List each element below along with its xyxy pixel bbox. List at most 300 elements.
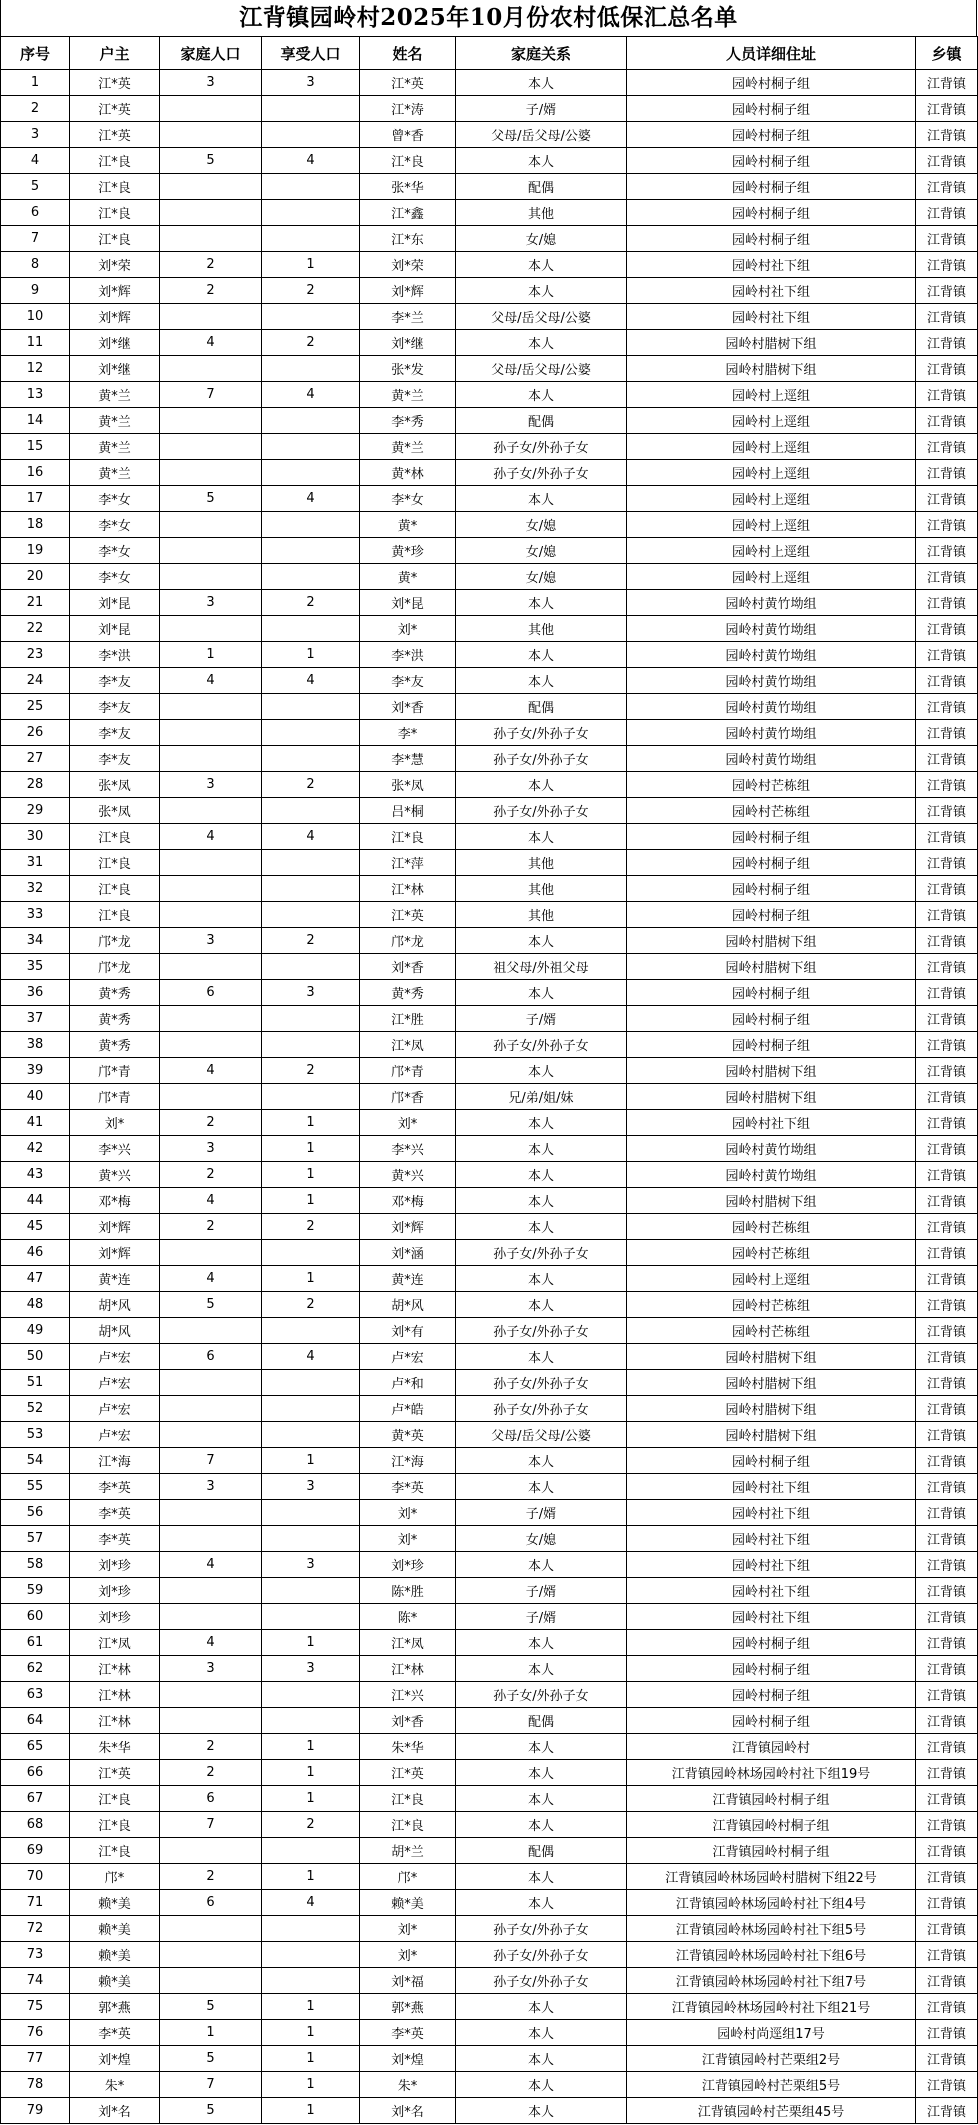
cell-relation: 父母/岳父母/公婆 — [456, 304, 627, 330]
header-family-size: 家庭人口 — [160, 37, 262, 70]
cell-householder: 刘* — [70, 1110, 160, 1136]
cell-householder: 刘*辉 — [70, 304, 160, 330]
cell-address: 园岭村社下组 — [627, 1604, 916, 1630]
cell-name: 李*洪 — [360, 642, 456, 668]
cell-address: 园岭村桐子组 — [627, 148, 916, 174]
cell-township: 江背镇 — [916, 148, 978, 174]
cell-name: 江*萍 — [360, 850, 456, 876]
table-row — [1, 1136, 978, 1162]
roster-table — [0, 36, 978, 2124]
cell-address: 园岭村桐子组 — [627, 1630, 916, 1656]
cell-address: 园岭村桐子组 — [627, 1708, 916, 1734]
cell-householder: 刘*昆 — [70, 616, 160, 642]
cell-relation: 女/媳 — [456, 512, 627, 538]
cell-name: 刘*辉 — [360, 1214, 456, 1240]
cell-beneficiaries: 1 — [262, 1266, 360, 1292]
table-row — [1, 1396, 978, 1422]
cell-beneficiaries — [262, 1942, 360, 1968]
cell-householder: 黄*兰 — [70, 434, 160, 460]
cell-township: 江背镇 — [916, 824, 978, 850]
cell-name: 李*女 — [360, 486, 456, 512]
cell-name: 刘*香 — [360, 954, 456, 980]
cell-name: 刘* — [360, 1916, 456, 1942]
cell-family-size — [160, 1942, 262, 1968]
cell-householder: 江*良 — [70, 226, 160, 252]
cell-address: 园岭村腊树下组 — [627, 1422, 916, 1448]
cell-relation: 配偶 — [456, 174, 627, 200]
cell-township: 江背镇 — [916, 1682, 978, 1708]
cell-index: 41 — [1, 1110, 70, 1136]
cell-name: 江*英 — [360, 1760, 456, 1786]
cell-name: 郭*燕 — [360, 1994, 456, 2020]
cell-householder: 邝* — [70, 1864, 160, 1890]
cell-beneficiaries: 3 — [262, 1656, 360, 1682]
cell-householder: 卢*宏 — [70, 1396, 160, 1422]
cell-township: 江背镇 — [916, 1968, 978, 1994]
cell-index: 52 — [1, 1396, 70, 1422]
cell-family-size — [160, 304, 262, 330]
cell-township: 江背镇 — [916, 642, 978, 668]
cell-relation: 本人 — [456, 1162, 627, 1188]
cell-name: 刘* — [360, 616, 456, 642]
cell-householder: 朱* — [70, 2072, 160, 2098]
cell-township: 江背镇 — [916, 564, 978, 590]
cell-beneficiaries: 3 — [262, 980, 360, 1006]
cell-relation: 配偶 — [456, 408, 627, 434]
cell-township: 江背镇 — [916, 512, 978, 538]
cell-beneficiaries — [262, 1708, 360, 1734]
table-row — [1, 1344, 978, 1370]
cell-index: 36 — [1, 980, 70, 1006]
cell-relation: 女/媳 — [456, 1526, 627, 1552]
cell-relation: 本人 — [456, 1994, 627, 2020]
cell-name: 黄*兴 — [360, 1162, 456, 1188]
cell-beneficiaries — [262, 512, 360, 538]
cell-beneficiaries: 2 — [262, 1214, 360, 1240]
table-row — [1, 850, 978, 876]
cell-address: 江背镇园岭村芒栗组45号 — [627, 2098, 916, 2124]
table-row — [1, 1578, 978, 1604]
cell-beneficiaries — [262, 1006, 360, 1032]
cell-beneficiaries — [262, 1318, 360, 1344]
cell-name: 刘*香 — [360, 694, 456, 720]
table-row — [1, 278, 978, 304]
cell-index: 28 — [1, 772, 70, 798]
cell-address: 园岭村桐子组 — [627, 226, 916, 252]
cell-family-size — [160, 538, 262, 564]
cell-address: 园岭村芒栋组 — [627, 798, 916, 824]
cell-address: 园岭村社下组 — [627, 278, 916, 304]
header-row — [1, 37, 978, 70]
cell-name: 刘* — [360, 1526, 456, 1552]
cell-address: 园岭村桐子组 — [627, 1448, 916, 1474]
table-row — [1, 382, 978, 408]
cell-relation: 本人 — [456, 1786, 627, 1812]
cell-householder: 李*英 — [70, 1474, 160, 1500]
cell-family-size: 7 — [160, 1812, 262, 1838]
cell-township: 江背镇 — [916, 746, 978, 772]
cell-index: 14 — [1, 408, 70, 434]
cell-beneficiaries — [262, 434, 360, 460]
cell-relation: 孙子女/外孙子女 — [456, 720, 627, 746]
cell-name: 卢*皓 — [360, 1396, 456, 1422]
cell-name: 朱* — [360, 2072, 456, 2098]
cell-index: 51 — [1, 1370, 70, 1396]
cell-index: 31 — [1, 850, 70, 876]
cell-index: 50 — [1, 1344, 70, 1370]
cell-name: 黄* — [360, 512, 456, 538]
cell-beneficiaries: 2 — [262, 330, 360, 356]
cell-relation: 本人 — [456, 2072, 627, 2098]
cell-address: 园岭村桐子组 — [627, 70, 916, 96]
cell-name: 江*胜 — [360, 1006, 456, 1032]
cell-address: 园岭村桐子组 — [627, 902, 916, 928]
cell-name: 张*发 — [360, 356, 456, 382]
cell-householder: 李*英 — [70, 1526, 160, 1552]
cell-township: 江背镇 — [916, 330, 978, 356]
cell-index: 19 — [1, 538, 70, 564]
table-row — [1, 408, 978, 434]
cell-householder: 朱*华 — [70, 1734, 160, 1760]
cell-township: 江背镇 — [916, 1526, 978, 1552]
cell-beneficiaries — [262, 1240, 360, 1266]
cell-householder: 黄*秀 — [70, 980, 160, 1006]
cell-township: 江背镇 — [916, 96, 978, 122]
table-row — [1, 902, 978, 928]
cell-township: 江背镇 — [916, 1006, 978, 1032]
cell-householder: 刘*继 — [70, 356, 160, 382]
cell-index: 13 — [1, 382, 70, 408]
cell-beneficiaries: 2 — [262, 590, 360, 616]
cell-address: 园岭村桐子组 — [627, 96, 916, 122]
cell-householder: 黄*兰 — [70, 460, 160, 486]
cell-index: 29 — [1, 798, 70, 824]
cell-index: 12 — [1, 356, 70, 382]
cell-beneficiaries — [262, 122, 360, 148]
cell-address: 园岭村腊树下组 — [627, 1058, 916, 1084]
cell-relation: 孙子女/外孙子女 — [456, 798, 627, 824]
cell-householder: 张*凤 — [70, 772, 160, 798]
cell-township: 江背镇 — [916, 1786, 978, 1812]
cell-relation: 孙子女/外孙子女 — [456, 460, 627, 486]
cell-family-size: 5 — [160, 148, 262, 174]
cell-township: 江背镇 — [916, 1370, 978, 1396]
cell-address: 园岭村上逕组 — [627, 512, 916, 538]
cell-householder: 江*凤 — [70, 1630, 160, 1656]
table-header — [1, 37, 978, 70]
table-row — [1, 1110, 978, 1136]
cell-householder: 邝*龙 — [70, 954, 160, 980]
cell-relation: 孙子女/外孙子女 — [456, 1370, 627, 1396]
table-row — [1, 616, 978, 642]
cell-relation: 子/婿 — [456, 1604, 627, 1630]
cell-township: 江背镇 — [916, 850, 978, 876]
cell-index: 63 — [1, 1682, 70, 1708]
cell-family-size: 4 — [160, 1058, 262, 1084]
cell-beneficiaries: 3 — [262, 70, 360, 96]
cell-address: 园岭村芒栋组 — [627, 1318, 916, 1344]
cell-township: 江背镇 — [916, 1448, 978, 1474]
cell-township: 江背镇 — [916, 1942, 978, 1968]
table-row — [1, 1500, 978, 1526]
cell-index: 72 — [1, 1916, 70, 1942]
cell-family-size: 2 — [160, 278, 262, 304]
cell-relation: 孙子女/外孙子女 — [456, 1682, 627, 1708]
cell-township: 江背镇 — [916, 1578, 978, 1604]
table-row — [1, 720, 978, 746]
cell-index: 48 — [1, 1292, 70, 1318]
cell-township: 江背镇 — [916, 1084, 978, 1110]
cell-householder: 江*良 — [70, 1838, 160, 1864]
cell-beneficiaries — [262, 1370, 360, 1396]
cell-name: 江*凤 — [360, 1630, 456, 1656]
cell-relation: 本人 — [456, 668, 627, 694]
table-row — [1, 2098, 978, 2124]
cell-beneficiaries — [262, 1682, 360, 1708]
cell-address: 园岭村腊树下组 — [627, 330, 916, 356]
cell-address: 园岭村桐子组 — [627, 1682, 916, 1708]
table-row — [1, 1604, 978, 1630]
cell-relation: 本人 — [456, 148, 627, 174]
cell-index: 78 — [1, 2072, 70, 2098]
cell-address: 园岭村芒栋组 — [627, 1292, 916, 1318]
cell-address: 园岭村上逕组 — [627, 538, 916, 564]
table-row — [1, 252, 978, 278]
cell-name: 刘*荣 — [360, 252, 456, 278]
table-row — [1, 1760, 978, 1786]
cell-township: 江背镇 — [916, 1214, 978, 1240]
cell-beneficiaries — [262, 616, 360, 642]
cell-householder: 李*洪 — [70, 642, 160, 668]
cell-township: 江背镇 — [916, 694, 978, 720]
cell-address: 园岭村腊树下组 — [627, 1396, 916, 1422]
cell-address: 江背镇园岭村 — [627, 1734, 916, 1760]
cell-beneficiaries: 1 — [262, 1864, 360, 1890]
cell-family-size: 7 — [160, 1448, 262, 1474]
cell-township: 江背镇 — [916, 902, 978, 928]
cell-householder: 邓*梅 — [70, 1188, 160, 1214]
cell-township: 江背镇 — [916, 1994, 978, 2020]
cell-index: 68 — [1, 1812, 70, 1838]
cell-index: 44 — [1, 1188, 70, 1214]
cell-name: 黄*林 — [360, 460, 456, 486]
cell-name: 江*良 — [360, 148, 456, 174]
cell-name: 张*华 — [360, 174, 456, 200]
cell-address: 园岭村桐子组 — [627, 1032, 916, 1058]
cell-name: 刘* — [360, 1500, 456, 1526]
cell-family-size — [160, 1318, 262, 1344]
cell-beneficiaries — [262, 200, 360, 226]
cell-address: 江背镇园岭村芒栗组2号 — [627, 2046, 916, 2072]
cell-relation: 孙子女/外孙子女 — [456, 1396, 627, 1422]
cell-index: 61 — [1, 1630, 70, 1656]
cell-township: 江背镇 — [916, 1708, 978, 1734]
cell-name: 李* — [360, 720, 456, 746]
cell-address: 江背镇园岭林场园岭村社下组21号 — [627, 1994, 916, 2020]
cell-beneficiaries: 1 — [262, 1760, 360, 1786]
cell-name: 卢*宏 — [360, 1344, 456, 1370]
table-row — [1, 1942, 978, 1968]
cell-beneficiaries — [262, 694, 360, 720]
cell-relation: 兄/弟/姐/妹 — [456, 1084, 627, 1110]
cell-family-size — [160, 96, 262, 122]
cell-beneficiaries — [262, 720, 360, 746]
cell-address: 园岭村社下组 — [627, 1500, 916, 1526]
cell-family-size: 2 — [160, 252, 262, 278]
cell-township: 江背镇 — [916, 2046, 978, 2072]
cell-index: 24 — [1, 668, 70, 694]
cell-householder: 江*林 — [70, 1656, 160, 1682]
cell-beneficiaries — [262, 96, 360, 122]
cell-householder: 刘*煌 — [70, 2046, 160, 2072]
cell-township: 江背镇 — [916, 1292, 978, 1318]
cell-relation: 本人 — [456, 1058, 627, 1084]
cell-householder: 刘*辉 — [70, 1240, 160, 1266]
cell-family-size: 2 — [160, 1214, 262, 1240]
cell-address: 园岭村桐子组 — [627, 980, 916, 1006]
cell-index: 66 — [1, 1760, 70, 1786]
cell-beneficiaries: 4 — [262, 148, 360, 174]
cell-name: 胡*风 — [360, 1292, 456, 1318]
cell-beneficiaries — [262, 564, 360, 590]
cell-householder: 胡*风 — [70, 1292, 160, 1318]
cell-beneficiaries — [262, 876, 360, 902]
cell-name: 朱*华 — [360, 1734, 456, 1760]
cell-index: 75 — [1, 1994, 70, 2020]
cell-relation: 本人 — [456, 1214, 627, 1240]
cell-beneficiaries: 1 — [262, 1448, 360, 1474]
cell-index: 27 — [1, 746, 70, 772]
table-row — [1, 304, 978, 330]
cell-relation: 本人 — [456, 1448, 627, 1474]
table-row — [1, 668, 978, 694]
table-row — [1, 486, 978, 512]
cell-beneficiaries — [262, 1526, 360, 1552]
cell-index: 34 — [1, 928, 70, 954]
cell-relation: 本人 — [456, 1552, 627, 1578]
cell-name: 李*秀 — [360, 408, 456, 434]
cell-index: 11 — [1, 330, 70, 356]
cell-township: 江背镇 — [916, 1058, 978, 1084]
cell-householder: 江*林 — [70, 1708, 160, 1734]
sheet-title: 江背镇园岭村2025年10月份农村低保汇总名单 — [0, 0, 977, 36]
cell-address: 园岭村上逕组 — [627, 486, 916, 512]
table-row — [1, 2020, 978, 2046]
cell-family-size: 5 — [160, 2046, 262, 2072]
cell-family-size — [160, 1578, 262, 1604]
cell-householder: 江*海 — [70, 1448, 160, 1474]
cell-relation: 子/婿 — [456, 96, 627, 122]
cell-index: 20 — [1, 564, 70, 590]
cell-address: 园岭村芒栋组 — [627, 1214, 916, 1240]
cell-relation: 本人 — [456, 824, 627, 850]
cell-address: 江背镇园岭林场园岭村社下组4号 — [627, 1890, 916, 1916]
table-row — [1, 1864, 978, 1890]
cell-family-size: 2 — [160, 1760, 262, 1786]
cell-township: 江背镇 — [916, 668, 978, 694]
cell-family-size — [160, 1526, 262, 1552]
cell-index: 15 — [1, 434, 70, 460]
cell-householder: 卢*宏 — [70, 1422, 160, 1448]
cell-beneficiaries — [262, 1604, 360, 1630]
cell-householder: 刘*辉 — [70, 1214, 160, 1240]
cell-householder: 黄*兰 — [70, 408, 160, 434]
cell-family-size: 6 — [160, 1344, 262, 1370]
cell-beneficiaries — [262, 1578, 360, 1604]
cell-relation: 本人 — [456, 330, 627, 356]
cell-family-size: 3 — [160, 1656, 262, 1682]
cell-family-size: 6 — [160, 980, 262, 1006]
cell-index: 26 — [1, 720, 70, 746]
cell-family-size — [160, 408, 262, 434]
cell-address: 园岭村社下组 — [627, 1474, 916, 1500]
cell-name: 刘*香 — [360, 1708, 456, 1734]
cell-householder: 黄*秀 — [70, 1006, 160, 1032]
cell-name: 江*良 — [360, 1786, 456, 1812]
cell-address: 园岭村黄竹坳组 — [627, 694, 916, 720]
cell-relation: 孙子女/外孙子女 — [456, 1968, 627, 1994]
cell-relation: 本人 — [456, 1110, 627, 1136]
cell-relation: 本人 — [456, 1136, 627, 1162]
cell-index: 30 — [1, 824, 70, 850]
cell-township: 江背镇 — [916, 980, 978, 1006]
cell-name: 卢*和 — [360, 1370, 456, 1396]
table-row — [1, 590, 978, 616]
header-address: 人员详细住址 — [627, 37, 916, 70]
table-row — [1, 746, 978, 772]
cell-householder: 张*凤 — [70, 798, 160, 824]
cell-index: 33 — [1, 902, 70, 928]
table-row — [1, 434, 978, 460]
cell-beneficiaries — [262, 460, 360, 486]
cell-beneficiaries — [262, 538, 360, 564]
cell-family-size — [160, 1838, 262, 1864]
table-row — [1, 512, 978, 538]
table-row — [1, 1526, 978, 1552]
cell-index: 59 — [1, 1578, 70, 1604]
cell-family-size: 5 — [160, 1994, 262, 2020]
cell-family-size: 1 — [160, 2020, 262, 2046]
cell-name: 刘*继 — [360, 330, 456, 356]
cell-householder: 刘*珍 — [70, 1578, 160, 1604]
table-row — [1, 1890, 978, 1916]
cell-name: 刘*煌 — [360, 2046, 456, 2072]
cell-index: 46 — [1, 1240, 70, 1266]
cell-township: 江背镇 — [916, 1604, 978, 1630]
cell-beneficiaries: 1 — [262, 1162, 360, 1188]
cell-index: 6 — [1, 200, 70, 226]
cell-address: 江背镇园岭村芒栗组5号 — [627, 2072, 916, 2098]
table-body — [1, 70, 978, 2124]
cell-township: 江背镇 — [916, 1890, 978, 1916]
cell-name: 黄*英 — [360, 1422, 456, 1448]
cell-relation: 祖父母/外祖父母 — [456, 954, 627, 980]
header-township: 乡镇 — [916, 37, 978, 70]
cell-index: 79 — [1, 2098, 70, 2124]
cell-township: 江背镇 — [916, 1110, 978, 1136]
cell-beneficiaries — [262, 226, 360, 252]
table-row — [1, 226, 978, 252]
cell-township: 江背镇 — [916, 356, 978, 382]
table-row — [1, 70, 978, 96]
cell-index: 57 — [1, 1526, 70, 1552]
table-row — [1, 1370, 978, 1396]
cell-index: 2 — [1, 96, 70, 122]
cell-index: 55 — [1, 1474, 70, 1500]
table-row — [1, 876, 978, 902]
cell-township: 江背镇 — [916, 1916, 978, 1942]
cell-family-size — [160, 226, 262, 252]
